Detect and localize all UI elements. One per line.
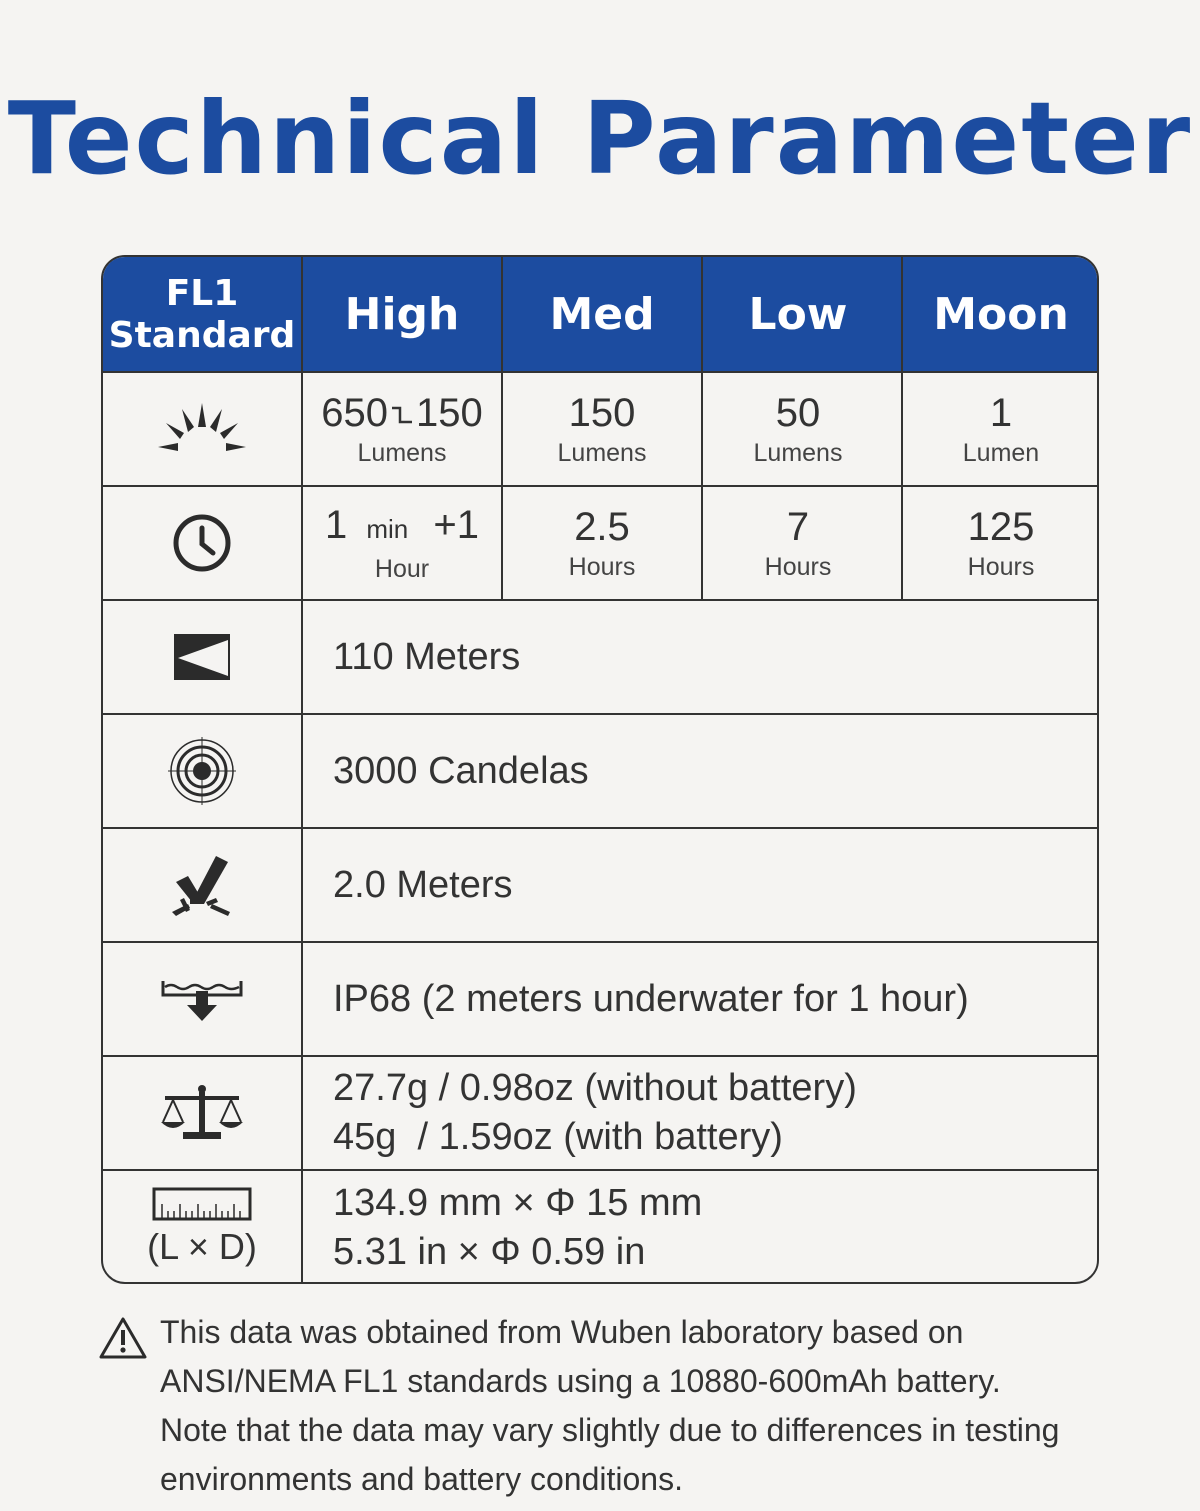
header-med: Med bbox=[549, 289, 655, 340]
sunrise-icon bbox=[103, 373, 301, 485]
brightness-high-to: 150 bbox=[416, 391, 483, 435]
brightness-low bbox=[703, 373, 893, 485]
runtime-moon bbox=[903, 487, 1099, 599]
step-down-icon bbox=[390, 404, 414, 426]
footnote-line: This data was obtained from Wuben laboratory based on bbox=[160, 1314, 964, 1350]
header-moon: Moon bbox=[933, 289, 1069, 340]
scale-icon bbox=[103, 1057, 301, 1169]
runtime-high-a: 1 bbox=[324, 503, 348, 547]
brightness-moon-unit: Lumen bbox=[962, 439, 1040, 467]
header-standard-line2: Standard bbox=[108, 314, 296, 356]
runtime-high-b: +1 bbox=[433, 503, 479, 547]
ruler-icon bbox=[152, 1186, 252, 1222]
runtime-high-unit: Hour bbox=[374, 555, 430, 583]
warning-icon bbox=[98, 1316, 148, 1365]
runtime-med-value: 2.5 bbox=[574, 505, 630, 549]
beam-distance-value: 110 Meters bbox=[333, 635, 521, 678]
runtime-high bbox=[303, 487, 501, 599]
table-header bbox=[103, 257, 1097, 372]
brightness-med-value: 150 bbox=[568, 391, 636, 435]
weight-line1: 27.7g / 0.98oz (without battery) bbox=[333, 1067, 857, 1109]
size-value bbox=[333, 1171, 702, 1284]
waterproof-value: IP68 (2 meters underwater for 1 hour) bbox=[333, 977, 969, 1020]
size-icon-label: (L × D) bbox=[147, 1225, 257, 1267]
brightness-med-unit: Lumens bbox=[557, 439, 647, 467]
waterproof-icon bbox=[103, 943, 301, 1055]
header-standard bbox=[103, 257, 301, 372]
brightness-low-value: 50 bbox=[775, 391, 821, 435]
header-standard-line1: FL1 bbox=[165, 272, 239, 314]
runtime-low-value: 7 bbox=[786, 505, 810, 549]
impact-resistance-icon bbox=[103, 829, 301, 941]
weight-value bbox=[333, 1057, 857, 1169]
footnote bbox=[160, 1308, 1170, 1504]
weight-line2: 45g / 1.59oz (with battery) bbox=[333, 1116, 783, 1158]
footnote-line: Note that the data may vary slightly due to differences in testing bbox=[160, 1412, 1060, 1448]
header-low: Low bbox=[748, 289, 848, 340]
clock-icon bbox=[103, 487, 301, 599]
header-high: High bbox=[344, 289, 460, 340]
runtime-low-unit: Hours bbox=[764, 553, 832, 581]
brightness-high-unit: Lumens bbox=[357, 439, 447, 467]
brightness-med bbox=[503, 373, 701, 485]
brightness-high bbox=[303, 373, 501, 485]
target-icon bbox=[103, 715, 301, 827]
footnote-line: environments and battery conditions. bbox=[160, 1461, 683, 1497]
runtime-med-unit: Hours bbox=[568, 553, 636, 581]
runtime-med bbox=[503, 487, 701, 599]
size-line1: 134.9 mm × Φ 15 mm bbox=[333, 1181, 703, 1224]
brightness-moon bbox=[903, 373, 1099, 485]
runtime-high-a-unit: min bbox=[366, 514, 409, 544]
brightness-high-value bbox=[321, 389, 483, 437]
spec-table bbox=[101, 255, 1099, 1284]
runtime-moon-value: 125 bbox=[967, 505, 1035, 549]
footnote-line: ANSI/NEMA FL1 standards using a 10880-600mAh battery. bbox=[160, 1363, 1001, 1399]
beam-distance-icon bbox=[103, 601, 301, 713]
ruler-icon-cell bbox=[103, 1171, 301, 1284]
runtime-high-value bbox=[325, 501, 479, 553]
brightness-moon-value: 1 bbox=[989, 391, 1013, 435]
runtime-moon-unit: Hours bbox=[967, 553, 1035, 581]
page-title: Technical Parameter bbox=[7, 80, 1193, 197]
runtime-low bbox=[703, 487, 893, 599]
impact-value: 2.0 Meters bbox=[333, 863, 513, 906]
size-line2: 5.31 in × Φ 0.59 in bbox=[333, 1230, 646, 1273]
brightness-high-from: 650 bbox=[321, 391, 388, 435]
brightness-low-unit: Lumens bbox=[753, 439, 843, 467]
intensity-value: 3000 Candelas bbox=[333, 749, 589, 792]
